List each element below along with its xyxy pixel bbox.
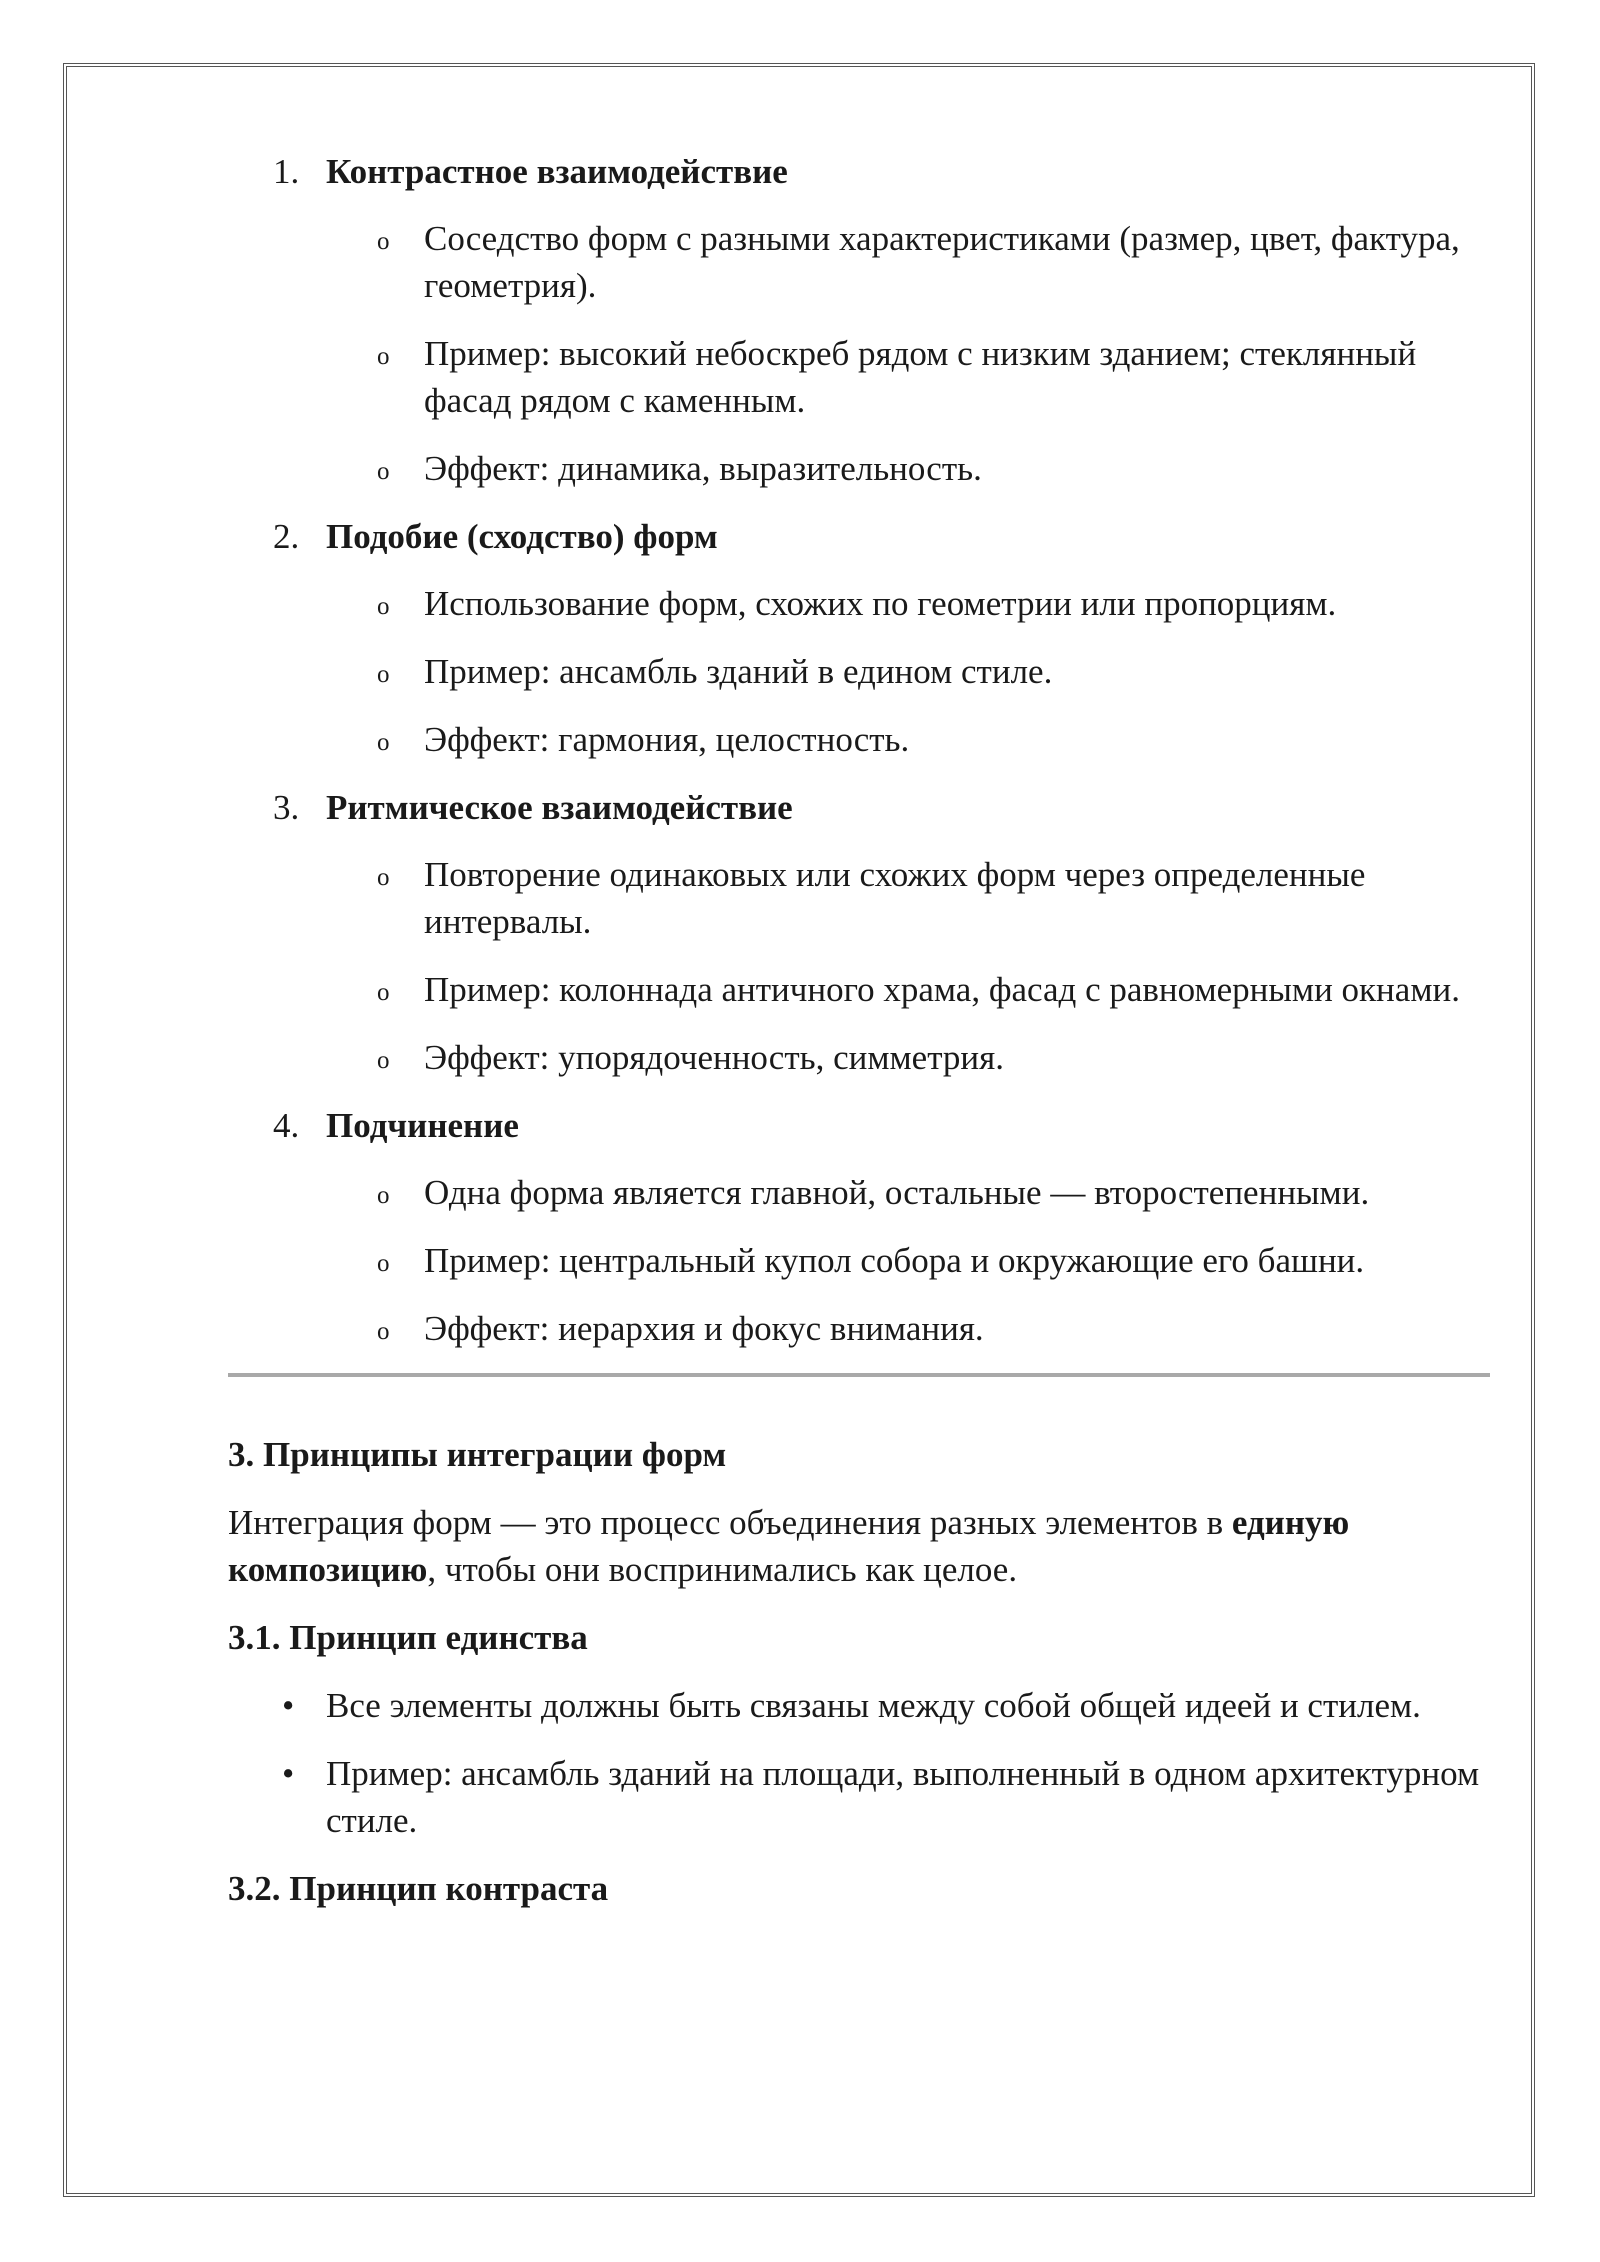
item-number: 4. [273,1106,300,1145]
sub-item-text: Пример: высокий небоскреб рядом с низким зданием; стеклянный фасад рядом с каменным. [424,334,1417,420]
sub-list-item [326,1034,1488,1081]
sub-list-item [326,445,1488,492]
circle-bullet-icon: o [377,979,390,1006]
circle-bullet-icon: o [377,1047,390,1074]
sub-list-item [326,1237,1488,1284]
sub-item-text: Пример: ансамбль зданий в едином стиле. [424,652,1053,691]
sub-list-item [326,851,1488,945]
sub-item-text: Эффект: иерархия и фокус внимания. [424,1309,984,1348]
subsection-heading-unity: 3.1. Принцип единства [228,1618,588,1657]
numbered-item [228,1102,1488,1352]
sub-item-text: Пример: центральный купол собора и окружающие его башни. [424,1241,1365,1280]
item-number: 1. [273,152,300,191]
intro-bold-text: единую композицию [228,1503,1350,1589]
sub-list-item [326,1169,1488,1216]
circle-bullet-icon: o [377,1182,390,1209]
numbered-item [228,784,1488,1081]
sub-list [326,215,1488,492]
item-number: 2. [273,517,300,556]
sub-item-text: Повторение одинаковых или схожих форм через определенные интервалы. [424,855,1366,941]
sub-list-item [326,215,1488,309]
sub-item-text: Эффект: упорядоченность, симметрия. [424,1038,1004,1077]
sub-list-item [326,330,1488,424]
item-title: Контрастное взаимодействие [326,152,788,191]
bullet-text: Пример: ансамбль зданий на площади, выполненный в одном архитектурном стиле. [326,1754,1480,1840]
circle-bullet-icon: o [377,729,390,756]
sub-list-item [326,1305,1488,1352]
circle-bullet-icon: o [377,1250,390,1277]
sub-item-text: Соседство форм с разными характеристиками (размер, цвет, фактура, геометрия). [424,219,1460,305]
circle-bullet-icon: o [377,864,390,891]
section-heading: 3. Принципы интеграции форм [228,1435,727,1474]
sub-list [326,1169,1488,1352]
sub-list-item [326,580,1488,627]
circle-bullet-icon: o [377,593,390,620]
bullet-list-item [228,1682,1488,1729]
numbered-item [228,513,1488,763]
circle-bullet-icon: o [377,458,390,485]
subsection-heading-contrast: 3.2. Принцип контраста [228,1869,609,1908]
sub-list-item [326,966,1488,1013]
sub-list-item [326,716,1488,763]
bullet-icon: • [282,1686,295,1725]
circle-bullet-icon: o [377,1318,390,1345]
document-body [228,148,1488,1933]
sub-item-text: Эффект: гармония, целостность. [424,720,910,759]
intro-paragraph [228,1499,1488,1593]
sub-item-text: Пример: колоннада античного храма, фасад с равномерными окнами. [424,970,1460,1009]
bullet-icon: • [282,1754,295,1793]
sub-list [326,851,1488,1081]
intro-text-end: , чтобы они воспринимались как целое. [427,1550,1018,1589]
intro-text-start: Интеграция форм — это процесс объединения разных элементов в [228,1503,1232,1542]
bullet-list-item [228,1750,1488,1844]
sub-list-item [326,648,1488,695]
circle-bullet-icon: o [377,661,390,688]
item-title: Ритмическое взаимодействие [326,788,793,827]
sub-item-text: Использование форм, схожих по геометрии или пропорциям. [424,584,1337,623]
numbered-item [228,148,1488,492]
item-title: Подобие (сходство) форм [326,517,718,556]
sub-list [326,580,1488,763]
item-number: 3. [273,788,300,827]
horizontal-divider [228,1373,1490,1377]
bullet-text: Все элементы должны быть связаны между собой общей идеей и стилем. [326,1686,1421,1725]
item-title: Подчинение [326,1106,519,1145]
circle-bullet-icon: o [377,228,390,255]
circle-bullet-icon: o [377,343,390,370]
sub-item-text: Эффект: динамика, выразительность. [424,449,982,488]
sub-item-text: Одна форма является главной, остальные — второстепенными. [424,1173,1370,1212]
